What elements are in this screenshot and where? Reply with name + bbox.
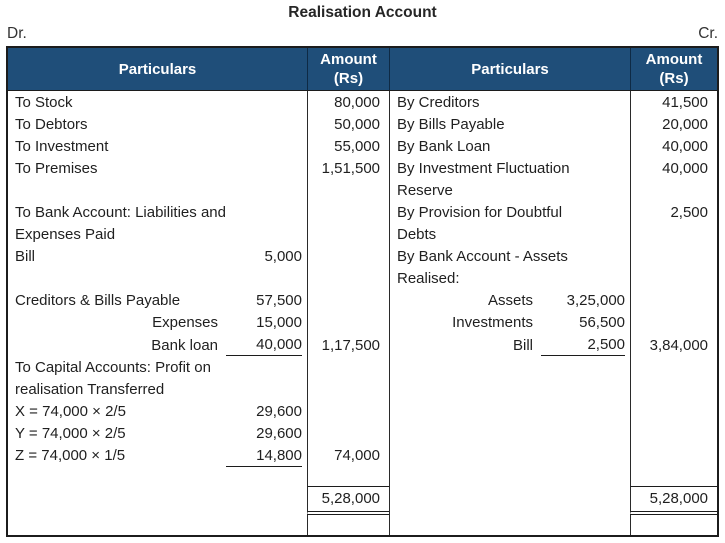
amount-cell-dr xyxy=(307,201,389,223)
amount-cell-dr xyxy=(307,268,389,290)
inner-amount: 29,600 xyxy=(256,402,302,420)
amount-cell-cr xyxy=(630,467,717,486)
table-row xyxy=(8,400,717,422)
amount-cell-cr: 41,500 xyxy=(630,91,717,113)
table-body xyxy=(8,91,717,535)
amount-cell-cr: 5,28,000 xyxy=(630,486,717,515)
particulars-cell-dr xyxy=(8,179,307,201)
amount-cell-dr: 74,000 xyxy=(307,445,389,467)
particulars-cell-cr xyxy=(389,224,630,246)
table-row xyxy=(8,515,717,535)
amount-cell-cr xyxy=(630,224,717,246)
amount-cell-dr xyxy=(307,290,389,312)
table-row xyxy=(8,268,717,290)
particulars-cell-dr xyxy=(8,400,307,422)
amount-cell-cr: 2,500 xyxy=(630,201,717,223)
particulars-cell-cr xyxy=(389,486,630,515)
particulars-cell-dr xyxy=(8,486,307,515)
inner-amount: 57,500 xyxy=(256,292,302,310)
particulars-cell-cr xyxy=(389,378,630,400)
amount-cell-dr: 80,000 xyxy=(307,91,389,113)
amount-cell-cr xyxy=(630,290,717,312)
amount-cell-dr xyxy=(307,312,389,334)
particulars-cell-dr xyxy=(8,515,307,535)
particulars-cell-cr xyxy=(389,515,630,535)
particulars-cell-dr xyxy=(8,467,307,486)
amount-cell-dr: 1,17,500 xyxy=(307,334,389,356)
entry-label: Bank loan xyxy=(151,336,218,354)
particulars-cell-dr xyxy=(8,334,307,356)
particulars-cell-cr xyxy=(389,157,630,179)
entry-label: To Premises xyxy=(15,159,98,177)
entry-label: Investments xyxy=(452,314,533,332)
table-row xyxy=(8,224,717,246)
inner-amount: 2,500 xyxy=(541,334,625,356)
entry-label: To Investment xyxy=(15,137,109,155)
amount-cell-cr: 3,84,000 xyxy=(630,334,717,356)
entry-label: Creditors & Bills Payable xyxy=(15,292,181,310)
amount-cell-dr: 5,28,000 xyxy=(307,486,389,515)
particulars-cell-cr xyxy=(389,312,630,334)
entry-label: To Stock xyxy=(15,93,73,111)
table-row xyxy=(8,312,717,334)
table-row xyxy=(8,378,717,400)
entry-label: By Bills Payable xyxy=(397,115,505,133)
particulars-cell-cr xyxy=(389,135,630,157)
amount-cell-dr: 55,000 xyxy=(307,135,389,157)
particulars-cell-cr xyxy=(389,268,630,290)
entry-label: Z = 74,000 × 1/5 xyxy=(15,447,126,465)
inner-amount: 29,600 xyxy=(256,424,302,442)
entry-label: Expenses Paid xyxy=(15,226,116,244)
entry-label: Assets xyxy=(487,292,533,310)
amount-cell-dr xyxy=(307,246,389,268)
amount-cell-cr xyxy=(630,312,717,334)
table-row xyxy=(8,91,717,113)
particulars-cell-cr xyxy=(389,113,630,135)
entry-label: By Creditors xyxy=(397,93,480,111)
particulars-cell-dr xyxy=(8,113,307,135)
amount-cell-dr xyxy=(307,400,389,422)
entry-label: To Capital Accounts: Profit on xyxy=(15,358,211,376)
table-row xyxy=(8,113,717,135)
table-row xyxy=(8,135,717,157)
inner-amount: 56,500 xyxy=(579,314,625,332)
entry-label: By Investment Fluctuation xyxy=(397,159,570,177)
amount-cell-dr: 50,000 xyxy=(307,113,389,135)
amount-cell-cr: 40,000 xyxy=(630,157,717,179)
entry-label: realisation Transferred xyxy=(15,380,165,398)
particulars-cell-dr xyxy=(8,268,307,290)
amount-cell-dr: 1,51,500 xyxy=(307,157,389,179)
entry-label: Bill xyxy=(512,336,533,354)
table-row xyxy=(8,179,717,201)
inner-amount: 14,800 xyxy=(226,445,302,467)
header-particulars-dr: Particulars xyxy=(118,60,197,78)
amount-cell-dr xyxy=(307,378,389,400)
particulars-cell-dr xyxy=(8,422,307,444)
amount-cell-dr xyxy=(307,356,389,378)
table-header-row xyxy=(8,48,717,91)
page-title: Realisation Account xyxy=(288,4,437,21)
particulars-cell-dr xyxy=(8,201,307,223)
realisation-account-table xyxy=(6,46,719,537)
particulars-cell-cr xyxy=(389,467,630,486)
entry-label: By Bank Loan xyxy=(397,137,491,155)
particulars-cell-cr xyxy=(389,400,630,422)
entry-label: To Bank Account: Liabilities and xyxy=(15,204,226,222)
particulars-cell-cr xyxy=(389,290,630,312)
particulars-cell-cr xyxy=(389,445,630,467)
dr-label: Dr. xyxy=(7,25,27,42)
particulars-cell-dr xyxy=(8,312,307,334)
particulars-cell-cr xyxy=(389,91,630,113)
table-row xyxy=(8,467,717,486)
header-amount-dr: Amount (Rs) xyxy=(307,48,389,90)
table-row xyxy=(8,486,717,515)
particulars-cell-cr xyxy=(389,356,630,378)
amount-cell-cr xyxy=(630,422,717,444)
amount-cell-dr xyxy=(307,515,389,535)
amount-cell-dr xyxy=(307,467,389,486)
amount-cell-cr xyxy=(630,356,717,378)
entry-label: Realised: xyxy=(397,270,460,288)
entry-label: Debts xyxy=(397,226,437,244)
particulars-cell-dr xyxy=(8,378,307,400)
inner-amount: 5,000 xyxy=(264,248,302,266)
table-row xyxy=(8,334,717,356)
particulars-cell-dr xyxy=(8,445,307,467)
particulars-cell-dr xyxy=(8,91,307,113)
amount-cell-cr xyxy=(630,378,717,400)
amount-cell-cr: 20,000 xyxy=(630,113,717,135)
entry-label: By Provision for Doubtful xyxy=(397,204,563,222)
dr-cr-row xyxy=(0,25,725,43)
table-row xyxy=(8,356,717,378)
table-row xyxy=(8,290,717,312)
particulars-cell-cr xyxy=(389,201,630,223)
amount-cell-dr xyxy=(307,422,389,444)
particulars-cell-dr xyxy=(8,224,307,246)
header-particulars-cr: Particulars xyxy=(389,48,630,90)
table-row xyxy=(8,157,717,179)
particulars-cell-cr xyxy=(389,246,630,268)
inner-amount: 40,000 xyxy=(226,334,302,356)
amount-cell-cr xyxy=(630,246,717,268)
entry-label: Bill xyxy=(15,248,36,266)
particulars-cell-cr xyxy=(389,334,630,356)
particulars-cell-cr xyxy=(389,179,630,201)
particulars-cell-dr xyxy=(8,290,307,312)
entry-label: Expenses xyxy=(152,314,218,332)
particulars-cell-cr xyxy=(389,422,630,444)
entry-label: X = 74,000 × 2/5 xyxy=(15,402,126,420)
amount-cell-cr xyxy=(630,400,717,422)
particulars-cell-dr xyxy=(8,356,307,378)
table-row xyxy=(8,201,717,223)
amount-cell-cr xyxy=(630,445,717,467)
table-row xyxy=(8,422,717,444)
table-row xyxy=(8,445,717,467)
amount-cell-cr: 40,000 xyxy=(630,135,717,157)
particulars-cell-dr xyxy=(8,135,307,157)
entry-label: Reserve xyxy=(397,181,453,199)
table-row xyxy=(8,246,717,268)
amount-cell-cr xyxy=(630,179,717,201)
entry-label: To Debtors xyxy=(15,115,88,133)
amount-cell-dr xyxy=(307,179,389,201)
particulars-cell-dr xyxy=(8,246,307,268)
entry-label: Y = 74,000 × 2/5 xyxy=(15,424,126,442)
cr-label: Cr. xyxy=(698,25,718,42)
amount-cell-cr xyxy=(630,268,717,290)
entry-label: By Bank Account - Assets xyxy=(397,248,568,266)
inner-amount: 3,25,000 xyxy=(566,292,625,310)
amount-cell-cr xyxy=(630,515,717,535)
particulars-cell-dr xyxy=(8,157,307,179)
inner-amount: 15,000 xyxy=(256,314,302,332)
header-amount-cr: Amount (Rs) xyxy=(630,48,717,90)
amount-cell-dr xyxy=(307,224,389,246)
